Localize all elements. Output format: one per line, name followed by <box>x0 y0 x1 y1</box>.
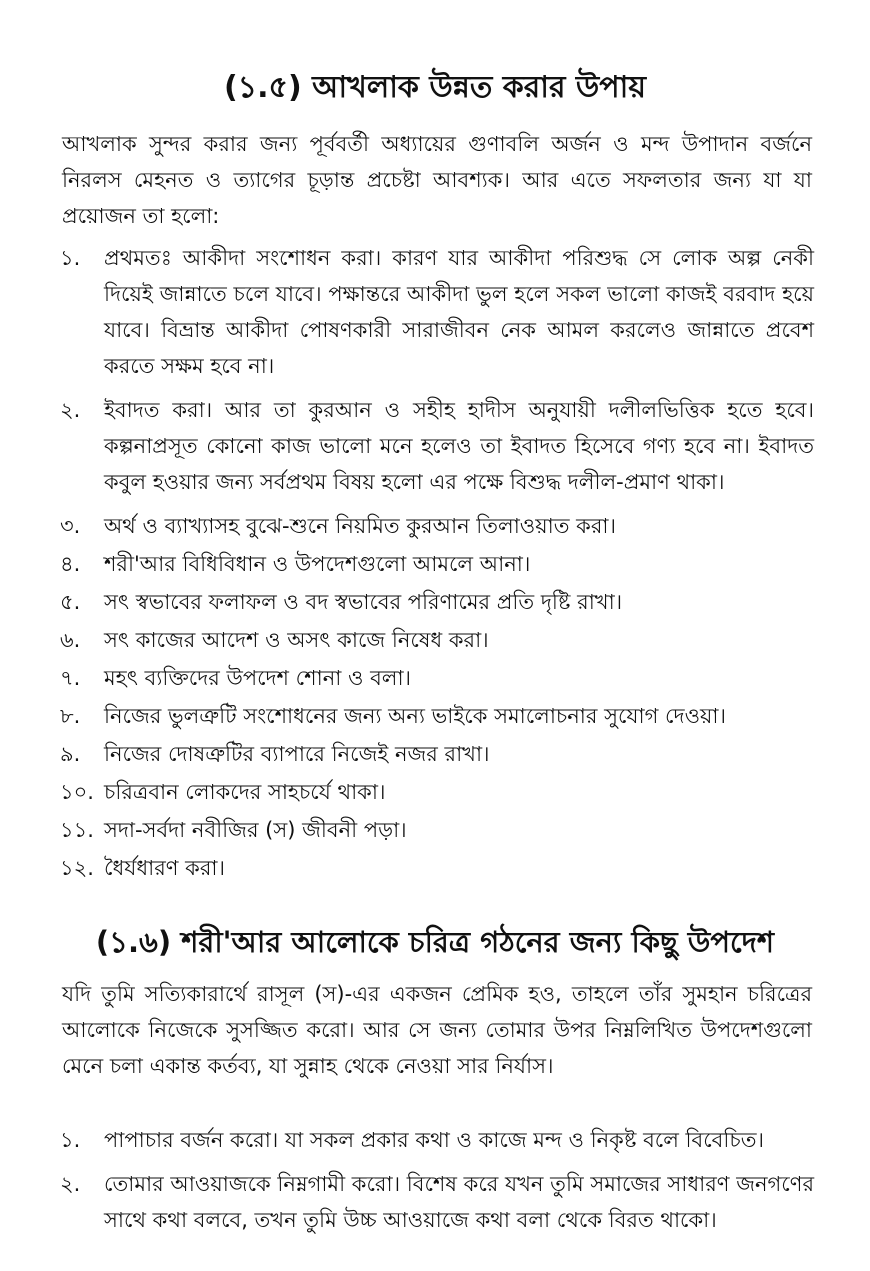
section-2-title: (১.৬) শরী'আর আলোকে চরিত্র গঠনের জন্য কিছু উপদেশ <box>95 925 775 959</box>
item-number: ৭. <box>60 666 81 690</box>
list-item <box>60 698 814 734</box>
item-text: সৎ স্বভাবের ফলাফল ও বদ স্বভাবের পরিণামের প্রতি দৃষ্টি রাখা। <box>104 590 623 614</box>
item-number: ২. <box>60 1172 81 1196</box>
section-1-list <box>60 240 814 888</box>
item-number: ৮. <box>60 704 81 728</box>
item-text: প্রথমতঃ আকীদা সংশোধন করা। কারণ যার আকীদা পরিশুদ্ধ সে লোক অল্প নেকী দিয়েই জান্নাতে চলে যাবে। পক্ষান্তরে আকীদা ভুল হলে সকল ভালো কাজই বরবাদ হয়ে যাবে। বিভ্রান্ত আকীদা পোষণকারী সারাজীবন নেক আমল করলেও জান্নাতে প্রবেশ করতে সক্ষম হবে না। <box>104 246 814 378</box>
item-number: ১. <box>60 246 81 270</box>
list-item <box>60 1122 814 1158</box>
item-text: শরী'আর বিধিবিধান ও উপদেশগুলো আমলে আনা। <box>104 552 531 576</box>
list-item <box>60 736 814 772</box>
list-item <box>60 392 814 500</box>
item-text: তোমার আওয়াজকে নিম্নগামী করো। বিশেষ করে যখন তুমি সমাজের সাধারণ জনগণের সাথে কথা বলবে, তখন তুমি উচ্চ আওয়াজে কথা বলা থেকে বিরত থাকো। <box>104 1172 814 1232</box>
item-text: ধৈর্যধারণ করা। <box>104 856 225 880</box>
item-text: সৎ কাজের আদেশ ও অসৎ কাজে নিষেধ করা। <box>104 628 489 652</box>
item-text: পাপাচার বর্জন করো। যা সকল প্রকার কথা ও কাজে মন্দ ও নিকৃষ্ট বলে বিবেচিত। <box>104 1128 764 1152</box>
item-text: চরিত্রবান লোকদের সাহচর্যে থাকা। <box>104 780 386 804</box>
list-item <box>60 774 814 810</box>
item-number: ১০. <box>60 780 94 804</box>
item-number: ৬. <box>60 628 81 652</box>
list-item <box>60 622 814 658</box>
item-text: ইবাদত করা। আর তা কুরআন ও সহীহ হাদীস অনুযায়ী দলীলভিত্তিক হতে হবে। কল্পনাপ্রসূত কোনো কাজ ভালো মনে হলেও তা ইবাদত হিসেবে গণ্য হবে না। ইবাদত কবুল হওয়ার জন্য সর্বপ্রথম বিষয় হলো এর পক্ষে বিশুদ্ধ দলীল-প্রমাণ থাকা। <box>104 398 814 494</box>
item-text: নিজের ভুলত্রুটি সংশোধনের জন্য অন্য ভাইকে সমালোচনার সুযোগ দেওয়া। <box>104 704 727 728</box>
list-item <box>60 850 814 886</box>
item-text: সদা-সর্বদা নবীজির (স) জীবনী পড়া। <box>104 818 407 842</box>
section-2-list <box>60 1122 814 1246</box>
item-number: ১. <box>60 1128 81 1152</box>
item-number: ৯. <box>60 742 81 766</box>
item-text: অর্থ ও ব্যাখ্যাসহ বুঝে-শুনে নিয়মিত কুরআন তিলাওয়াত করা। <box>104 514 616 538</box>
item-number: ১২. <box>60 856 94 880</box>
list-item <box>60 584 814 620</box>
item-number: ৪. <box>60 552 81 576</box>
item-number: ১১. <box>60 818 94 842</box>
list-item <box>60 546 814 582</box>
list-item <box>60 240 814 384</box>
list-item <box>60 660 814 696</box>
list-item <box>60 508 814 544</box>
section-1-intro: আখলাক সুন্দর করার জন্য পূর্ববর্তী অধ্যায়ের গুণাবলি অর্জন ও মন্দ উপাদান বর্জনে নিরলস মেহনত ও ত্যাগের চূড়ান্ত প্রচেষ্টা আবশ্যক। আর এতে সফলতার জন্য যা যা প্রয়োজন তা হলো: <box>62 132 812 228</box>
section-1-title: (১.৫) আখলাক উন্নত করার উপায় <box>223 70 647 105</box>
section-2-intro: যদি তুমি সত্যিকারার্থে রাসূল (স)-এর একজন প্রেমিক হও, তাহলে তাঁর সুমহান চরিত্রের আলোকে নিজেকে সুসজ্জিত করো। আর সে জন্য তোমার উপর নিম্নলিখিত উপদেশগুলো মেনে চলা একান্ত কর্তব্য, যা সুন্নাহ থেকে নেওয়া সার নির্যাস। <box>62 982 812 1078</box>
list-item <box>60 1166 814 1238</box>
item-text: মহৎ ব্যক্তিদের উপদেশ শোনা ও বলা। <box>104 666 412 690</box>
item-number: ২. <box>60 398 81 422</box>
item-number: ৫. <box>60 590 81 614</box>
item-text: নিজের দোষত্রুটির ব্যাপারে নিজেই নজর রাখা। <box>104 742 490 766</box>
list-item <box>60 812 814 848</box>
item-number: ৩. <box>60 514 81 538</box>
